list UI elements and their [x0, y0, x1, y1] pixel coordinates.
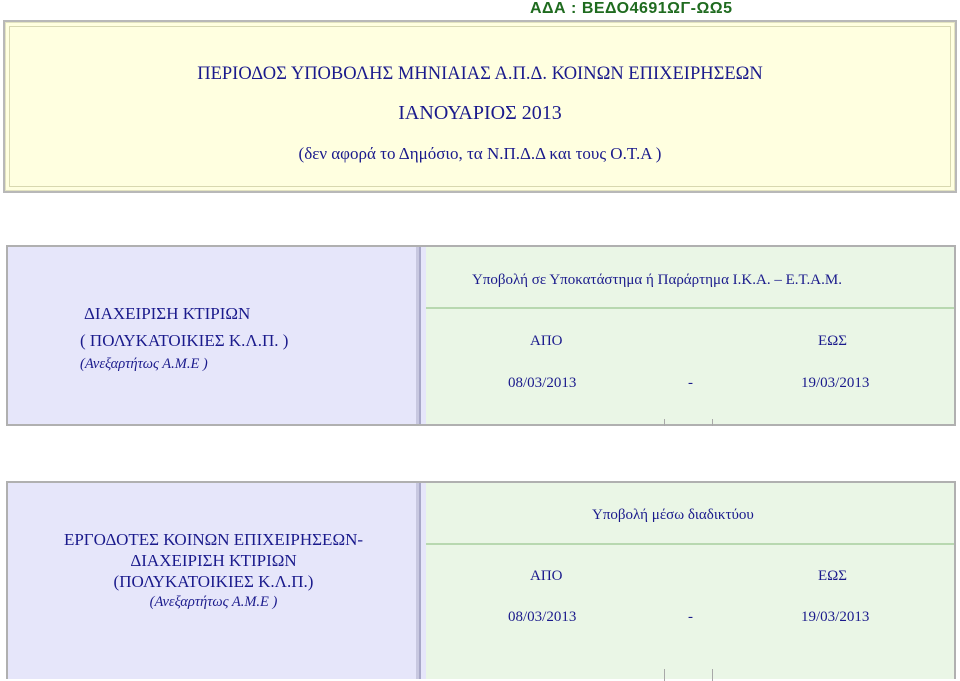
section1-tick-right — [712, 419, 713, 426]
section1-title: ΔΙΑΧΕΙΡΙΣΗ ΚΤΙΡΙΩΝ — [84, 304, 251, 323]
ada-code: ΑΔΑ : ΒΕΔΟ4691ΩΓ-ΩΩ5 — [530, 0, 733, 17]
section1-divider — [426, 307, 954, 309]
employers-section — [6, 481, 956, 679]
section2-dates-panel — [426, 483, 954, 679]
period-title: ΠΕΡΙΟΔΟΣ ΥΠΟΒΟΛΗΣ ΜΗΝΙΑΙΑΣ Α.Π.Δ. ΚΟΙΝΩΝ ΕΠΙΧΕΙΡΗΣΕΩΝ — [197, 64, 763, 84]
period-exclusion-note: (δεν αφορά το Δημόσιο, τα Ν.Π.Δ.Δ και τους Ο.Τ.Α ) — [298, 144, 662, 163]
section2-to-label: ΕΩΣ — [818, 568, 848, 584]
section1-to-date: 19/03/2013 — [801, 375, 870, 391]
section2-title: ΕΡΓΟΔΟΤΕΣ ΚΟΙΝΩΝ ΕΠΙΧΕΙΡΗΣΕΩΝ- — [63, 530, 364, 549]
section2-subtitle: (ΠΟΛΥΚΑΤΟΙΚΙΕΣ Κ.Λ.Π.) — [113, 572, 314, 591]
section2-tick-right — [712, 669, 713, 681]
section2-to-date: 19/03/2013 — [801, 609, 870, 625]
section1-tick-left — [664, 419, 665, 426]
section2-date-dash: - — [688, 609, 693, 625]
section1-date-dash: - — [688, 375, 693, 391]
section2-divider — [426, 543, 954, 545]
section1-dates-panel — [426, 247, 954, 424]
period-header-box — [3, 20, 957, 193]
section1-subtitle: ( ΠΟΛΥΚΑΤΟΙΚΙΕΣ Κ.Λ.Π. ) — [80, 331, 289, 350]
section1-from-label: ΑΠΟ — [530, 333, 563, 349]
section2-from-date: 08/03/2013 — [508, 609, 577, 625]
section1-from-date: 08/03/2013 — [508, 375, 577, 391]
section2-note: (Ανεξαρτήτως Α.Μ.Ε ) — [149, 594, 278, 610]
section1-note: (Ανεξαρτήτως Α.Μ.Ε ) — [80, 356, 208, 372]
section2-title-line2: ΔΙΑΧΕΙΡΙΣΗ ΚΤΙΡΙΩΝ — [130, 551, 297, 570]
section1-to-label: ΕΩΣ — [818, 333, 848, 349]
section1-category-panel — [8, 247, 421, 424]
building-management-section — [6, 245, 956, 426]
period-month: ΙΑΝΟΥΑΡΙΟΣ 2013 — [398, 102, 562, 124]
section2-tick-left — [664, 669, 665, 681]
section2-from-label: ΑΠΟ — [530, 568, 563, 584]
section2-submission-method: Υποβολή μέσω διαδικτύου — [592, 507, 754, 523]
section1-submission-method: Υποβολή σε Υποκατάστημα ή Παράρτημα Ι.Κ.Α. – Ε.Τ.Α.Μ. — [472, 272, 842, 288]
section2-category-panel — [8, 483, 421, 679]
